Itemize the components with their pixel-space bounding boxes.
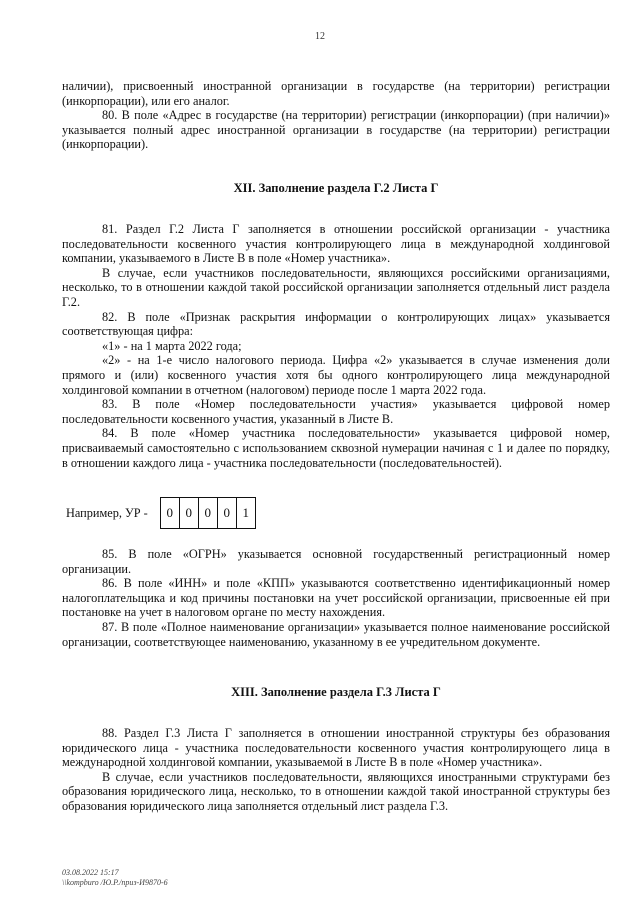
example-label: Например, УР - <box>66 505 148 520</box>
paragraph: В случае, если участников последовательности, являющихся иностранными структурами без образования юридического лица, несколько, то в отношении каждой такой иностранной структуры без образования юридического лица заполняется отдельный лист раздела Г.3. <box>62 769 610 813</box>
footer-date: 03.08.2022 15:17 <box>62 868 119 877</box>
paragraph-block-2 <box>62 222 610 470</box>
paragraph-85: 85. В поле «ОГРН» указывается основной государственный регистрационный номер организации. <box>62 547 610 576</box>
example-ur <box>62 497 256 529</box>
paragraph-block-3 <box>62 547 610 649</box>
document-footer <box>62 868 168 888</box>
ur-cell: 1 <box>242 505 249 520</box>
ur-cell: 0 <box>199 498 218 528</box>
paragraph-80: 80. В поле «Адрес в государстве (на территории) регистрации (инкорпорации) (при наличии)» указывается полный адрес иностранной организации в государстве (на территории) регистрации (инкорпорации). <box>62 108 610 152</box>
ur-cell: 0 <box>180 498 199 528</box>
list-item-1: «1» - на 1 марта 2022 года; <box>102 338 242 353</box>
ur-code-cells <box>160 497 256 529</box>
paragraph-88: 88. Раздел Г.3 Листа Г заполняется в отношении иностранной структуры без образования юридического лица - участника последовательности косвенного участия контролирующего лица в международной холдинговой компании, указываемой в Листе В в поле «Номер участника». <box>62 726 610 770</box>
section-heading-xii: XII. Заполнение раздела Г.2 Листа Г <box>233 181 439 195</box>
paragraph-block-4 <box>62 726 610 814</box>
page-number: 12 <box>315 31 325 42</box>
ur-cell: 0 <box>218 498 237 528</box>
ur-cell: 0 <box>161 498 180 528</box>
section-heading-xiii: XIII. Заполнение раздела Г.3 Листа Г <box>231 685 441 699</box>
list-item-2: «2» - на 1-е число налогового периода. Цифра «2» указывается в случае изменения доли прямого и (или) косвенного участия хотя бы одного контролирующего лица международной холдинговой компании в отчетном (налоговом) периоде после 1 марта 2022 года. <box>62 353 610 397</box>
paragraph: В случае, если участников последовательности, являющихся российскими организациями, несколько, то в отношении каждой такой российской организации заполняется отдельный лист раздела Г.2. <box>62 265 610 309</box>
paragraph-block-1 <box>62 79 610 152</box>
footer-path: \\kompburo /Ю.Р./приз-И9870-6 <box>62 878 168 887</box>
paragraph-86: 86. В поле «ИНН» и поле «КПП» указываются соответственно идентификационный номер налогоплательщика и код причины постановки на учет российской организации, присвоенные ей при постановке на учет в налоговом органе по месту нахождения. <box>62 576 610 620</box>
paragraph-87: 87. В поле «Полное наименование организации» указывается полное наименование российской организации, соответствующее наименованию, указанному в ее учредительном документе. <box>62 619 610 649</box>
paragraph-83: 83. В поле «Номер последовательности участия» указывается цифровой номер последовательности косвенного участия, указанный в Листе В. <box>62 397 610 426</box>
paragraph-82: 82. В поле «Признак раскрытия информации о контролирующих лицах» указывается соответствующая цифра: <box>62 309 610 339</box>
paragraph-84: 84. В поле «Номер участника последовательности» указывается цифровой номер, присваиваемый самостоятельно с использованием сквозной нумерации начиная с 1 и далее по порядку, в отношении каждого лица - участника последовательности (последовательностей). <box>62 426 610 470</box>
paragraph: наличии), присвоенный иностранной организации в государстве (на территории) регистрации (инкорпорации), или его аналог. <box>62 79 610 108</box>
paragraph-81: 81. Раздел Г.2 Листа Г заполняется в отношении российской организации - участника последовательности косвенного участия контролирующего лица в международной холдинговой компании, указываемого в Листе В в поле «Номер участника». <box>62 222 610 266</box>
